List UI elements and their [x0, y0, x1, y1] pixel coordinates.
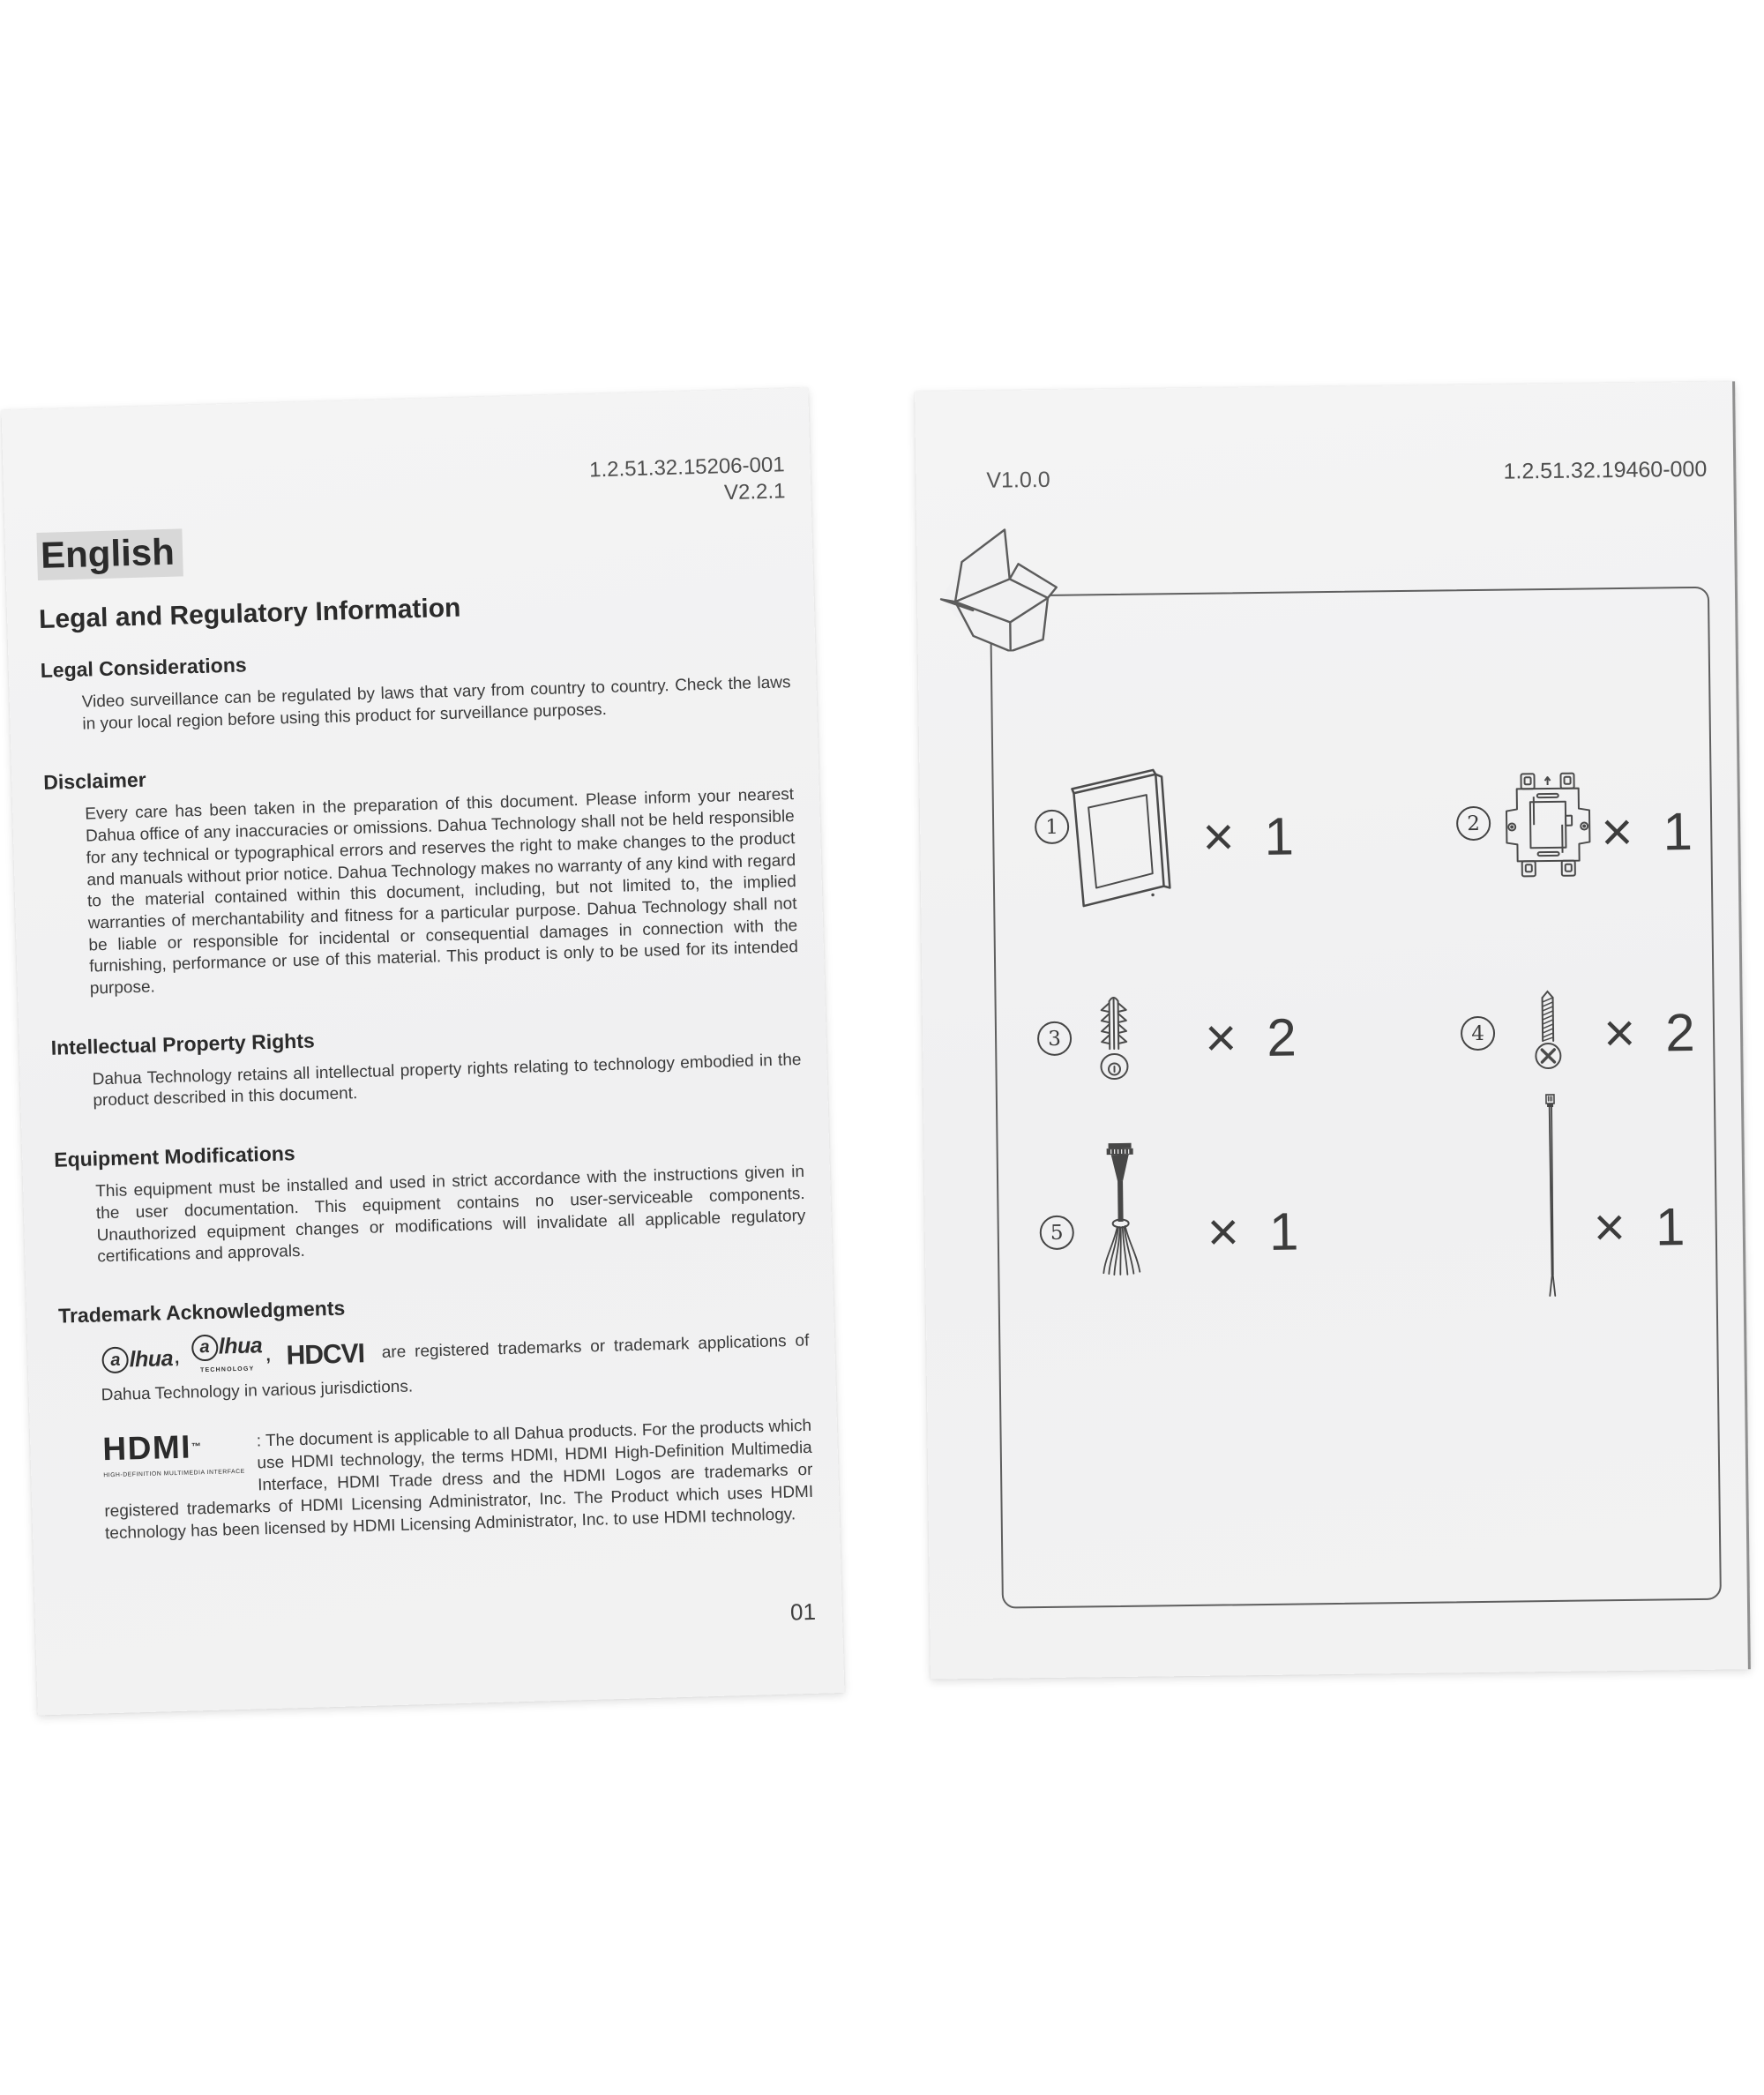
page-number: 01 — [789, 1597, 817, 1626]
two-wire-cable-icon — [1540, 1093, 1562, 1299]
item-qty: × 1 — [1201, 806, 1295, 868]
item-qty: × 2 — [1204, 1007, 1297, 1069]
item-number-badge: 1 — [1035, 810, 1069, 844]
hdmi-logo: HDMI™ HIGH-DEFINITION MULTIMEDIA INTERFACE — [102, 1433, 245, 1486]
hdcvi-logo: HDCVI — [286, 1338, 365, 1371]
hdmi-trademark-text: : The document is applicable to all Dahua products. For the products which use HDMI technology, the terms HDMI, HDMI High-Definition Multimedia Interface, HDMI Trade dress and the HDMI Logos are trademarks or registered trademarks of HDMI Licensing Administrator, Inc. The Product which uses HDMI technology has been licensed by HDMI Licensing Administrator, Inc. to use HDMI technology. — [104, 1416, 814, 1544]
trademark-paragraph: a lhua , a lhua TECHNOLOGY , HDCVI are registered trademarks or trademark applications of Dahua Technology in various jurisdictions. — [101, 1331, 810, 1405]
section-heading-disclaimer: Disclaimer — [42, 768, 147, 795]
page-title: Legal and Regulatory Information — [38, 593, 461, 634]
mounting-screw-icon — [1532, 989, 1563, 1077]
section-body-disclaimer: Every care has been taken in the preparation of this document. Please inform your nearest Dahua office of any inaccuracies or omissions. Dahua Technology shall not be held responsible for any technical or typographical errors and reserves the right to make changes to the product and manuals without prior notice. Dahua Technology makes no warranty of any kind with regard to the material contained within this document, including, but not limited to, the implied warranties of merchantability and fitness for a particular purpose. Dahua Technology shall not be liable or responsible for incidental or consequential damages in connection with the furnishing, performance or use of this material. This product is only to be used for its intended purpose. — [85, 785, 799, 999]
section-heading-legal-considerations: Legal Considerations — [40, 653, 247, 682]
section-heading-intellectual-property-rights: Intellectual Property Rights — [50, 1029, 316, 1059]
trademark-text: are registered trademarks or trademark applications of Dahua Technology in various jurisdictions. — [101, 1331, 810, 1405]
section-body-equipment-modifications: This equipment must be installed and used in strict accordance with the instructions given in the user documentation. This equipment contains no user-serviceable components. Unauthorized equipment changes or modifications will invalidate all applicable regulatory certifications and approvals. — [95, 1163, 806, 1267]
left-version-label: V2.2.1 — [723, 479, 786, 505]
hdmi-paragraph — [102, 1415, 814, 1545]
left-page — [2, 388, 845, 1716]
section-body-intellectual-property-rights: Dahua Technology retains all intellectual property rights relating to technology embodied in the product described in this document. — [92, 1050, 802, 1111]
section-heading-trademark-acknowledgments: Trademark Acknowledgments — [57, 1296, 346, 1328]
item-qty: × 1 — [1593, 1196, 1686, 1259]
item-number-badge: 4 — [1461, 1016, 1495, 1051]
language-heading: English — [36, 512, 787, 580]
open-box-icon — [932, 522, 1059, 653]
multiply-sign: × — [1603, 1002, 1636, 1065]
section-body-legal-considerations: Video surveillance can be regulated by laws that vary from country to country. Check the laws in your local region before using this product for surveillance purposes. — [81, 673, 791, 734]
item-qty: × 1 — [1207, 1201, 1299, 1263]
item-qty: × 1 — [1600, 801, 1693, 864]
packing-list-frame — [990, 587, 1722, 1609]
item-number-badge: 3 — [1037, 1021, 1072, 1056]
indoor-monitor-icon — [1066, 764, 1179, 914]
item-number-badge: 2 — [1456, 806, 1491, 841]
multiply-sign: × — [1204, 1007, 1237, 1069]
right-version-label: V1.0.0 — [986, 467, 1050, 493]
multiply-sign: × — [1593, 1196, 1626, 1259]
right-page — [915, 381, 1751, 1679]
right-doc-number: 1.2.51.32.19460-000 — [1503, 456, 1708, 484]
multiply-sign: × — [1201, 806, 1235, 868]
hdmi-logo-caption: HIGH-DEFINITION MULTIMEDIA INTERFACE — [103, 1468, 245, 1479]
dahua-technology-logo: a lhua TECHNOLOGY — [189, 1333, 265, 1381]
mounting-bracket-icon — [1503, 769, 1593, 879]
dahua-logo: a lhua — [101, 1346, 173, 1374]
wiring-harness-icon — [1097, 1142, 1145, 1277]
section-heading-equipment-modifications: Equipment Modifications — [53, 1141, 295, 1171]
item-qty: × 2 — [1603, 1002, 1696, 1065]
left-doc-number: 1.2.51.32.15206-001 — [588, 453, 785, 483]
item-number-badge: 5 — [1040, 1216, 1074, 1250]
multiply-sign: × — [1600, 801, 1633, 864]
expansion-anchor-icon — [1093, 992, 1134, 1087]
multiply-sign: × — [1207, 1201, 1240, 1263]
trademark-symbol: ™ — [191, 1441, 202, 1453]
